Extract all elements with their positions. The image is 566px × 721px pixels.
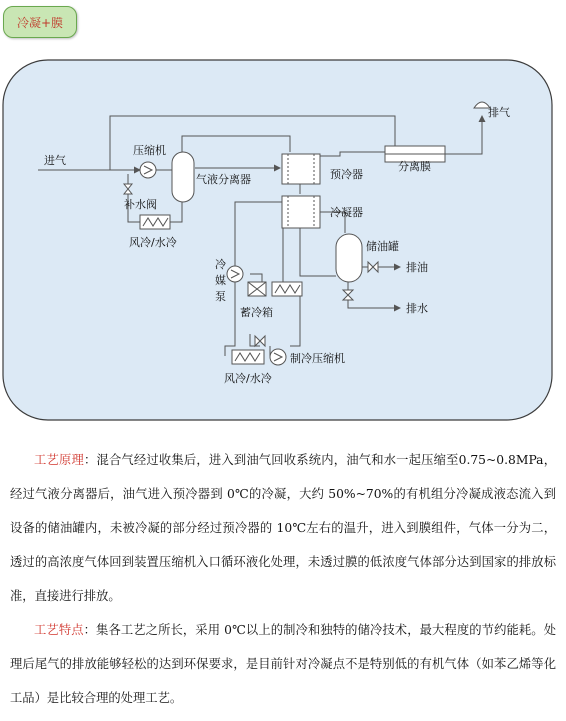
label-separator: 气液分离器 [196,173,251,186]
label-refrigerant-pump-2: 媒 [215,274,226,287]
cold-storage-tank-symbol [248,282,302,296]
diagram-panel [3,60,552,420]
principle-paragraph [10,443,556,613]
section-badge [3,6,77,38]
precooler-symbol [282,154,320,184]
label-compressor: 压缩机 [133,144,166,157]
label-oil-tank: 储油罐 [366,240,399,253]
label-water-outlet: 排水 [406,302,428,315]
label-cold-storage-tank: 蓄冷箱 [240,306,273,319]
description-block [10,443,556,715]
label-makeup-valve: 补水阀 [124,198,157,211]
label-cooler-bottom: 风冷/水冷 [224,372,272,385]
label-oil-outlet: 排油 [406,261,428,274]
compressor-symbol [140,162,156,178]
section-badge-label: 冷凝+膜 [16,15,64,30]
features-text: ：集各工艺之所长，采用 0℃以上的制冷和独特的储冷技术，最大程度的节约能耗。处理后尾气的排放能够轻松的达到环保要求，是目前针对冷凝点不是特别低的有机气体（如苯乙烯等化工品）是比较合理的处理工艺。 [10,623,556,705]
label-refrigerant-pump-3: 泵 [215,290,226,303]
refrigerant-pump-symbol [227,266,243,282]
features-label: 工艺特点 [34,623,84,637]
label-refrigerant-pump-1: 冷 [215,258,226,271]
label-exhaust: 排气 [488,106,510,119]
refrigeration-compressor-symbol [270,349,286,365]
separator-symbol [172,152,194,202]
oil-tank-symbol [336,234,362,282]
condenser-symbol [282,196,320,228]
label-membrane: 分离膜 [398,160,431,173]
label-cooler-top: 风冷/水冷 [129,236,177,249]
label-inlet-gas: 进气 [44,154,66,167]
process-flow-diagram [0,56,566,424]
label-precooler: 预冷器 [330,168,363,181]
label-refrigeration-compressor: 制冷压缩机 [290,352,345,365]
label-condenser: 冷凝器 [330,206,363,219]
principle-label: 工艺原理 [34,453,84,467]
features-paragraph [10,613,556,715]
principle-text: ：混合气经过收集后，进入到油气回收系统内，油气和水一起压缩至0.75~0.8MPa，经过气液分离器后，油气进入预冷器到 0℃的冷凝，大约 50%~70%的有机组分冷凝成液态流入到设备的储油罐内，未被冷凝的部分经过预冷器的 10℃左右的温升，进入到膜组件，气体一分为二，透过的高浓度气体回到装置压缩机入口循环液化处理，未透过膜的低浓度气体部分达到国家的排放标准，直接进行排放。 [10,453,556,603]
